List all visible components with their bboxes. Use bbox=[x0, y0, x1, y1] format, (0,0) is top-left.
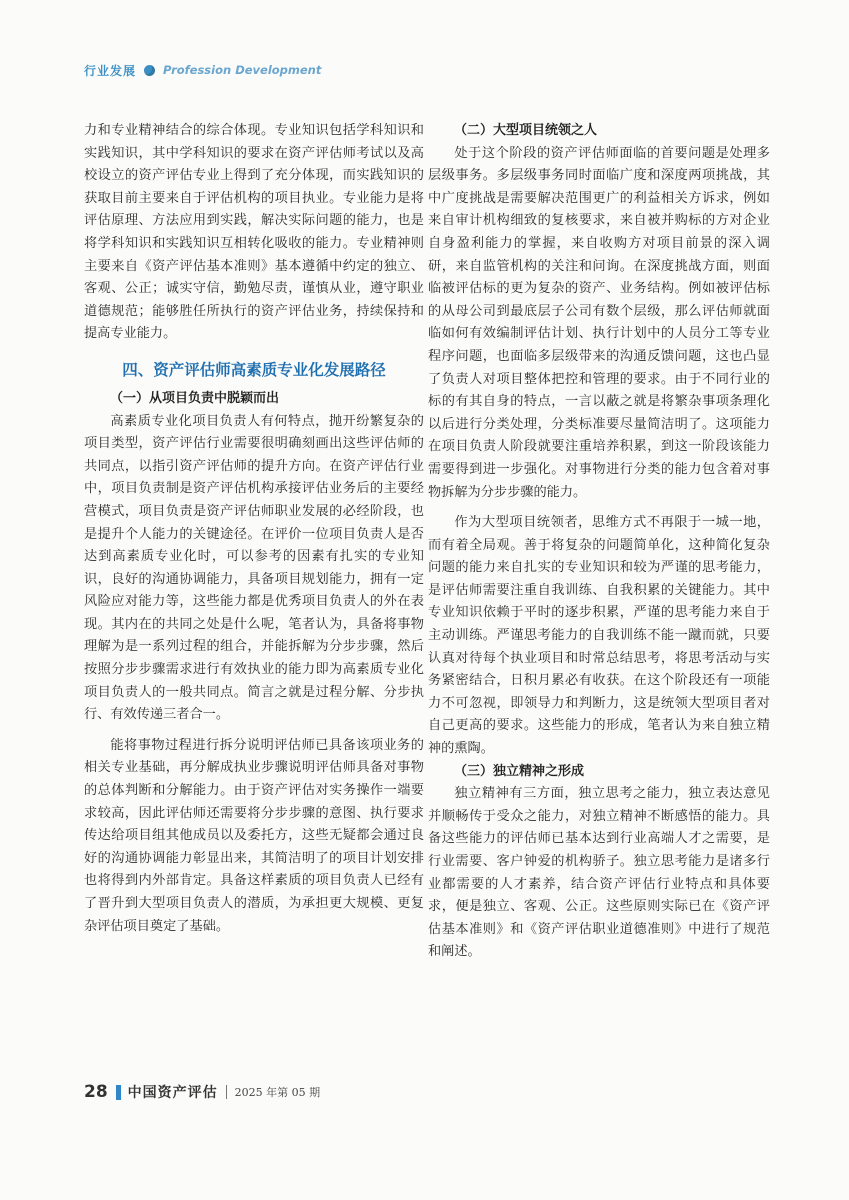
page-number: 28 bbox=[84, 1082, 108, 1102]
footer-bar-divider bbox=[116, 1085, 121, 1100]
section-name-en: Profession Development bbox=[163, 63, 322, 77]
section-name-cn: 行业发展 bbox=[84, 63, 137, 78]
subsection-heading: （一）从项目负责中脱颖而出 bbox=[110, 390, 280, 406]
paragraph: 独立精神有三方面，独立思考之能力，独立表达意见并顺畅传于受众之能力，对独立精神不断感悟的能力。具备这些能力的评估师已基本达到行业高端人才之需要，是行业需要、客户钟爱的机构骄子。独立思考能力是诸多行业都需要的人才素养，结合资产评估行业特点和具体要求，便是独立、客观、公正。这些原则实际已在《资产评估基本准则》和《资产评估职业道德准则》中进行了规范和阐述。 bbox=[428, 786, 770, 960]
right-column bbox=[428, 120, 770, 964]
paragraph: 作为大型项目统领者，思维方式不再限于一城一地，而有着全局观。善于将复杂的问题简单化，这种简化复杂问题的能力来自扎实的专业知识和较为严谨的思考能力，是评估师需要注重自我训练、自我积累的关键能力。其中专业知识依赖于平时的逐步积累，严谨的思考能力来自于主动训练。严谨思考能力的自我训练不能一蹴而就，只要认真对待每个执业项目和时常总结思考，将思考活动与实务紧密结合，日积月累必有收获。在这个阶段还有一项能力不可忽视，即领导力和判断力，这是统领大型项目者对自己更高的要求。这些能力的形成，笔者认为来自独立精神的熏陶。 bbox=[428, 515, 770, 757]
section-heading: 四、资产评估师高素质专业化发展路径 bbox=[122, 360, 386, 379]
paragraph: 高素质专业化项目负责人有何特点，抛开纷繁复杂的项目类型，资产评估行业需要很明确刻画出这些评估师的共同点，以指引资产评估师的提升方向。在资产评估行业中，项目负责制是资产评估机构承接评估业务后的主要经营模式，项目负责是资产评估师职业发展的必经阶段，也是提升个人能力的关键途径。在评价一位项目负责人是否达到高素质专业化时，可以参考的因素有扎实的专业知识，良好的沟通协调能力，具备项目规划能力，拥有一定风险应对能力等，这些能力都是优秀项目负责人的外在表现。其内在的共同之处是什么呢，笔者认为，具备将事物理解为是一系列过程的组合，并能拆解为分步步骤，然后按照分步步骤需求进行有效执业的能力即为高素质专业化项目负责人的一般共同点。简言之就是过程分解、分步执行、有效传递三者合一。 bbox=[84, 413, 424, 723]
issue-label: 2025 年第 05 期 bbox=[234, 1086, 321, 1099]
paragraph: 力和专业精神结合的综合体现。专业知识包括学科知识和实践知识，其中学科知识的要求在资产评估师考试以及高校设立的资产评估专业上得到了充分体现，而实践知识的获取目前主要来自于评估机构的项目执业。专业能力是将评估原理、方法应用到实践，解决实际问题的能力，也是将学科知识和实践知识互相转化吸收的能力。专业精神则主要来自《资产评估基本准则》基本遵循中约定的独立、客观、公正；诚实守信，勤勉尽责，谨慎从业，遵守职业道德规范；能够胜任所执行的资产评估业务，持续保持和提高专业能力。 bbox=[84, 123, 424, 342]
magazine-title: 中国资产评估 bbox=[127, 1085, 218, 1101]
subsection-heading: （二）大型项目统领之人 bbox=[454, 123, 598, 138]
subsection-heading: （三）独立精神之形成 bbox=[454, 763, 585, 779]
paragraph: 能将事物过程进行拆分说明评估师已具备该项业务的相关专业基础，再分解成执业步骤说明评估师具备对事物的总体判断和分解能力。由于资产评估对实务操作一端要求较高，因此评估师还需要将分步步骤的意图、执行要求传达给项目组其他成员以及委托方，这些无疑都会通过良好的沟通协调能力彰显出来，其简洁明了的项目计划安排也将得到内外部肯定。具备这样素质的项目负责人已经有了晋升到大型项目负责人的潜质，为承担更大规模、更复杂评估项目奠定了基础。 bbox=[84, 737, 424, 934]
running-header bbox=[84, 60, 321, 80]
footer-separator bbox=[226, 1085, 227, 1099]
left-column bbox=[84, 120, 424, 938]
paragraph: 处于这个阶段的资产评估师面临的首要问题是处理多层级事务。多层级事务同时面临广度和深度两项挑战，其中广度挑战是需要解决范围更广的利益相关方诉求，例如来自审计机构细致的复核要求，来自被并购标的方对企业自身盈利能力的掌握，来自收购方对项目前景的深入调研，来自监管机构的关注和问询。在深度挑战方面，则面临被评估标的更为复杂的资产、业务结构。例如被评估标的从母公司到最底层子公司有数个层级，那么评估师就面临如何有效编制评估计划、执行计划中的人员分工等专业程序问题，也面临多层级带来的沟通反馈问题，这也凸显了负责人对项目整体把控和管理的要求。由于不同行业的标的有其自身的特点，一言以蔽之就是将繁杂事项条理化以后进行分类处理，分类标准要尽量简洁明了。这项能力在项目负责人阶段就要注重培养积累，到这一阶段该能力需要得到进一步强化。对事物进行分类的能力包含着对事物拆解为分步步骤的能力。 bbox=[428, 145, 770, 500]
bullet-dot-icon bbox=[144, 65, 155, 76]
page-footer bbox=[84, 1080, 320, 1104]
